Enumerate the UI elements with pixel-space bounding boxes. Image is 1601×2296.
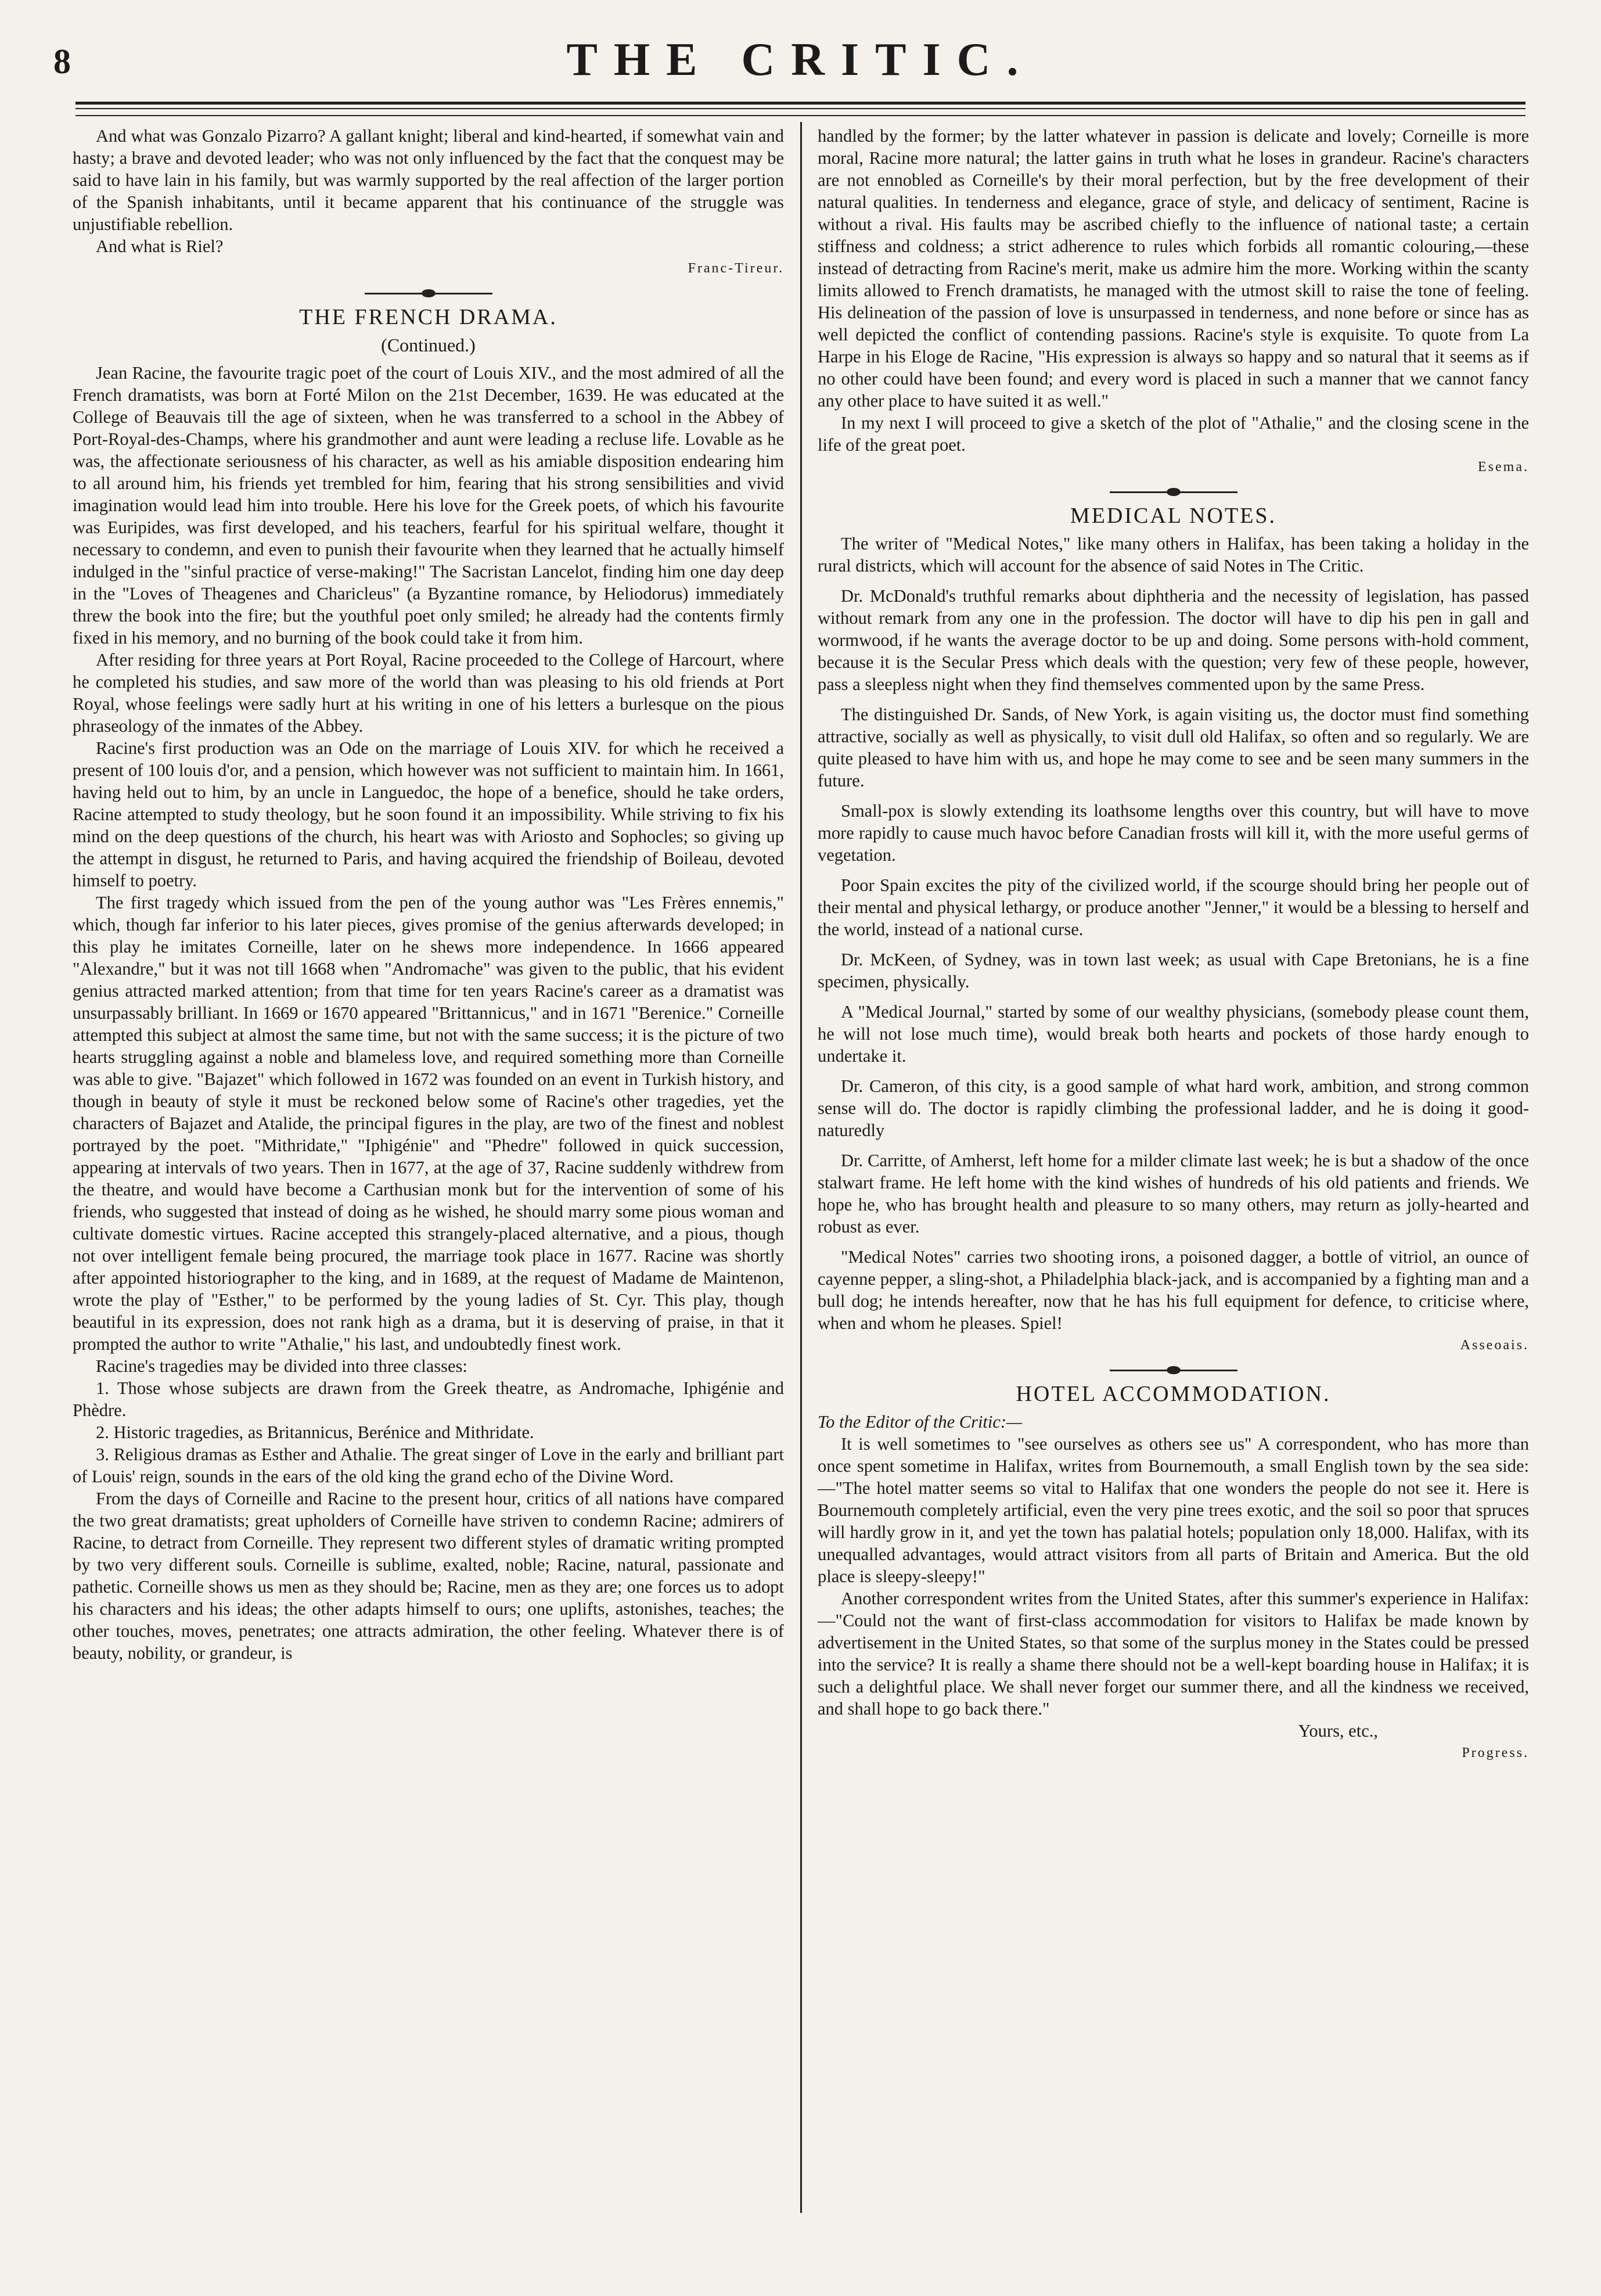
article-paragraph: Dr. Cameron, of this city, is a good sample of what hard work, ambition, and strong common sense will do. The doctor is rapidly climbing the professional ladder, and he is doing it good-naturedly [818,1076,1529,1140]
author-signature: Progress. [1462,1745,1529,1760]
section-heading-french-drama: THE FRENCH DRAMA. [299,305,557,329]
left-column [73,125,784,2251]
section-ornament [1110,1366,1237,1375]
list-item: 3. Religious dramas as Esther and Athalie. The great singer of Love in the early and brilliant part of Louis' reign, sounds in the ears of the old king the grand echo of the Divine Word. [73,1445,784,1486]
article-paragraph: It is well sometimes to "see ourselves as others see us" A correspondent, who has more than once spent sometime in Halifax, writes from Bournemouth, a small English town by the sea side:—"The hotel matter seems so vital to Halifax that one wonders the people do not see it. Here is Bournemouth completely artificial, even the very pine trees exotic, and the soil so poor that spruces will hardly grow in it, and yet the town has palatial hotels; population only 18,000. Halifax, with its unequalled advantages, would attract visitors from all parts of Britain and America. But the old place is sleepy-sleepy!" [818,1434,1529,1586]
article-paragraph: "Medical Notes" carries two shooting irons, a poisoned dagger, a bottle of vitriol, an ounce of cayenne pepper, a sling-shot, a Philadelphia black-jack, and is accompanied by a fighting man and a bull dog; he intends hereafter, now that he has his full equipment for defence, to criticise where, when and whom he pleases. Spiel! [818,1247,1529,1333]
author-signature: Asseoais. [1460,1338,1529,1353]
page-number: 8 [53,42,71,81]
section-heading-medical-notes: MEDICAL NOTES. [1070,504,1277,528]
newspaper-title: THE CRITIC. [566,34,1035,85]
masthead-rule [75,108,1526,109]
list-item: 2. Historic tragedies, as Britannicus, Berénice and Mithridate. [96,1422,534,1442]
article-paragraph: Racine's first production was an Ode on the marriage of Louis XIV. for which he received a present of 100 louis d'or, and a pension, which however was not sufficient to maintain him. In 1661, having held out to him, by an uncle in Languedoc, the hope of a benefice, should he take orders, Racine attempted to study theology, but he soon found it an impossibility. While striving to fix his mind on the deep questions of the church, his heart was with Ariosto and Sophocles; so giving up the attempt in disgust, he returned to Paris, and having acquired the friendship of Boileau, devoted himself to poetry. [73,738,784,890]
masthead [0,0,1601,87]
article-paragraph: In my next I will proceed to give a sketch of the plot of "Athalie," and the closing scene in the life of the great poet. [818,413,1529,455]
article-paragraph: Racine's tragedies may be divided into three classes: [96,1356,467,1376]
article-paragraph: From the days of Corneille and Racine to the present hour, critics of all nations have compared the two great dramatists; great upholders of Corneille have striven to condemn Racine; admirers of Racine, to detract from Corneille. They represent two different styles of dramatic writing prompted by two very different souls. Corneille is sublime, exalted, noble; Racine, natural, passionate and pathetic. Corneille shows us men as they should be; Racine, men as they are; one forces us to adopt his characters and his ideas; the other adapts himself to ours; one uplifts, astonishes, teaches; the other touches, moves, penetrates; one attracts admiration, the other feeling. Whatever there is of beauty, nobility, or grandeur, is [73,1489,784,1663]
article-paragraph: A "Medical Journal," started by some of our wealthy physicians, (somebody please count them, he will not lose much time), would break both hearts and pockets of those hardy enough to undertake it. [818,1002,1529,1066]
article-paragraph: handled by the former; by the latter whatever in passion is delicate and lovely; Corneille is more moral, Racine more natural; the latter gains in truth what he loses in grandeur. Racine's characters are not ennobled as Corneille's by their moral perfection, but by the free development of their natural qualities. In tenderness and elegance, grace of style, and delicacy of sentiment, Racine is without a rival. His faults may be ascribed chiefly to the influence of national taste; a certain stiffness and coldness; a strict adherence to rules which forbids all romantic colouring,—these instead of detracting from Racine's merit, make us admire him the more. Working within the scanty limits allowed to French dramatists, he managed with the utmost skill to raise the tone of feeling. His delineation of the passion of love is unsurpassed in tenderness, and none before or since has as well depicted the conflict of contending passions. Racine's style is exquisite. To quote from La Harpe in his Eloge de Racine, "His expression is always so happy and so natural that it seems as if no other could have been found; and every word is placed in such a manner that we cannot fancy any other place to have suited it as well." [818,126,1529,411]
column-divider [800,122,802,2213]
article-paragraph: The writer of "Medical Notes," like many others in Halifax, has been taking a holiday in the rural districts, which will account for the absence of said Notes in The Critic. [818,534,1529,576]
author-signature: Franc-Tireur. [688,261,784,276]
author-signature: Esema. [1478,459,1529,475]
article-paragraph: Dr. McKeen, of Sydney, was in town last week; as usual with Cape Bretonians, he is a fine specimen, physically. [818,950,1529,991]
article-paragraph: After residing for three years at Port Royal, Racine proceeded to the College of Harcourt, where he completed his studies, and saw more of the world than was pleasing to his old friends at Port Royal, whose feelings were sadly hurt at his writing in one of his letters a burlesque on the pious phraseology of the inmates of the Abbey. [73,650,784,736]
article-paragraph: Jean Racine, the favourite tragic poet of the court of Louis XIV., and the most admired of all the French dramatists, was born at Forté Milon on the 21st December, 1639. He was educated at the College of Beauvais till the age of sixteen, when he was transferred to a school in the Abbey of Port-Royal-des-Champs, where his grandmother and aunt were leading a recluse life. Lovable as he was, the affectionate seriousness of his character, as well as his amiable disposition endearing him to all around him, his friends yet trembled for him, fearing that his strong sensibilities and vivid imagination would lead him into trouble. Here his love for the Greek poets, of which his favourite was Euripides, was first developed, and his teachers, fearful for his spiritual welfare, thought it necessary to condemn, and even to punish their favourite when they learned that he actually himself indulged in the "sinful practice of verse-making!" The Sacristan Lancelot, finding him one day deep in the "Loves of Theagenes and Charicleus" (a Byzantine romance, by Heliodorus) immediately threw the book into the fire; but the youthful poet only smiled; he already had the contents firmly fixed in his memory, and no burning of the book could take it from him. [73,363,784,648]
article-paragraph: Small-pox is slowly extending its loathsome lengths over this country, but will have to move more rapidly to cause much havoc before Canadian frosts will kill it, with the more useful germs of vegetation. [818,801,1529,865]
letter-closing: Yours, etc., [1298,1721,1378,1741]
section-ornament [365,289,492,298]
letter-salutation: To the Editor of the Critic:— [818,1412,1023,1432]
masthead-rule [75,102,1526,105]
article-paragraph: And what was Gonzalo Pizarro? A gallant knight; liberal and kind-hearted, if somewhat vain and hasty; a brave and devoted leader; who was not only influenced by the fact that the conquest may be said to have lain in his family, but was warmly supported by the real affection of the larger portion of the Spanish inhabitants, until it became apparent that his continuance of the struggle was unjustifiable rebellion. [73,126,784,234]
article-paragraph: The distinguished Dr. Sands, of New York, is again visiting us, the doctor must find something attractive, socially as well as physically, to visit dull old Halifax, so often and so regularly. We are quite pleased to have him with us, and hope he may come to see and be seen many summers in the future. [818,705,1529,791]
article-paragraph: Poor Spain excites the pity of the civilized world, if the scourge should bring her people out of their mental and physical lethargy, or produce another "Jenner," it would be a blessing to herself and the world, instead of a national curse. [818,875,1529,939]
section-heading-hotel: HOTEL ACCOMMODATION. [1016,1382,1331,1406]
masthead-rule [75,115,1526,116]
right-column [818,125,1529,2251]
article-paragraph: Another correspondent writes from the United States, after this summer's experience in Halifax:—"Could not the want of first-class accommodation for visitors to Halifax be made known by advertisement in the United States, so that some of the surplus money in the States could be pressed into the service? It is really a shame there should not be a well-kept boarding house in Halifax; it is such a delightful place. We shall never forget our summer there, and all the kindness we received, and shall hope to go back there." [818,1589,1529,1719]
article-paragraph: And what is Riel? [96,236,224,256]
section-subheading: (Continued.) [381,335,476,355]
article-paragraph: Dr. McDonald's truthful remarks about diphtheria and the necessity of legislation, has passed without remark from any one in the profession. The doctor will have to dip his pen in gall and wormwood, if he wants the average doctor to be up and doing. Some persons with-hold comment, because it is the Secular Press which deals with the question; very few of these people, however, pass a sleepless night when they find themselves commented upon by the same Press. [818,586,1529,694]
list-item: 1. Those whose subjects are drawn from the Greek theatre, as Andromache, Iphigénie and Phèdre. [73,1378,784,1420]
article-paragraph: Dr. Carritte, of Amherst, left home for a milder climate last week; he is but a shadow of the once stalwart frame. He left home with the kind wishes of hundreds of his old patients and friends. We hope he, who has brought health and pleasure to so many others, may return as jolly-hearted and robust as ever. [818,1151,1529,1237]
article-paragraph: The first tragedy which issued from the pen of the young author was "Les Frères ennemis," which, though far inferior to his later pieces, gives promise of the genius afterwards developed; in this play he imitates Corneille, later on he shews more independence. In 1666 appeared "Alexandre," but it was not till 1668 when "Andromache" was given to the public, that his evident genius attracted marked attention; from that time for ten years Racine's career as a dramatist was unsurpassably brilliant. In 1669 or 1670 appeared "Brittannicus," and in 1671 "Berenice." Corneille attempted this subject at almost the same time, but not with the same success; it is the picture of two hearts struggling against a noble and blameless love, and required something more than Corneille was able to give. "Bajazet" which followed in 1672 was founded on an event in Turkish history, and though in beauty of style it must be reckoned below some of Racine's other tragedies, yet the characters of Bajazet and Atalide, the principal figures in the play, are two of the finest and noblest portrayed by the poet. "Mithridate," "Iphigénie" and "Phedre" followed in quick succession, appearing at intervals of two years. Then in 1677, at the age of 37, Racine suddenly withdrew from the theatre, and would have become a Carthusian monk but for the intervention of some of his friends, who suggested that instead of doing as he wished, he should marry some pious woman and cultivate domestic virtues. Racine accepted this strangely-placed alternative, and a pious, though not over intelligent female being procured, the marriage took place in 1677. Racine was shortly after appointed historiographer to the king, and in 1689, at the request of Madame de Maintenon, wrote the play of "Esther," to be performed by the young ladies of St. Cyr. This play, though beautiful in its expression, does not rank high as a drama, but it is deserving of praise, in that it prompted the author to write "Athalie," his last, and undoubtedly finest work. [73,893,784,1354]
section-ornament [1110,487,1237,497]
